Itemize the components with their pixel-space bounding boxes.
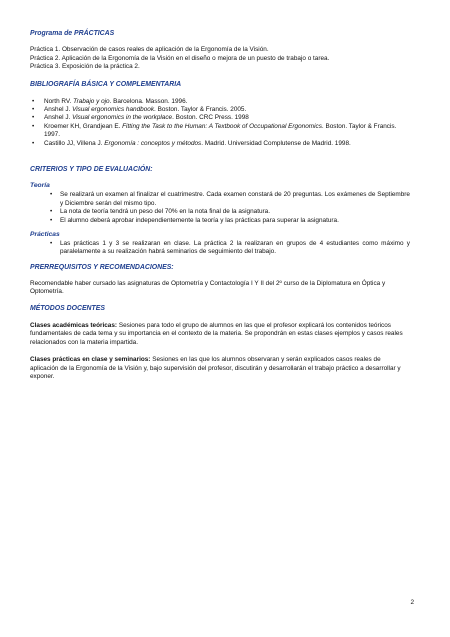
practicas-eval-list — [30, 240, 410, 257]
metodos-practicas — [30, 356, 410, 381]
page-number: 2 — [410, 599, 414, 606]
bib-item: • Castillo JJ, Villena J. Ergonomía : conceptos y métodos. Madrid. Universidad Complutense de Madrid. 1998. — [30, 140, 410, 148]
teoria-item: • La nota de teoría tendrá un peso del 70% en la nota final de la asignatura. — [30, 208, 410, 216]
criterios-heading: CRITERIOS Y TIPO DE EVALUACIÓN: — [30, 166, 153, 174]
bibliografia-list — [30, 98, 410, 149]
practicas-eval-item: • Las prácticas 1 y 3 se realizaran en clase. La práctica 2 la realizaran en grupos de 4 estudiantes como máximo y paralelamente a su realización habrá seminarios de seguimiento del trabajo. — [30, 240, 410, 257]
teoria-item: • Se realizará un examen al finalizar el cuatrimestre. Cada examen constará de 20 preguntas. Los exámenes de Septiembre y Diciembre serán del mismo tipo. — [30, 191, 410, 208]
prerrequisitos-text: Recomendable haber cursado las asignaturas de Optometría y Contactología I Y II del 2º curso de la Diplomatura en Óptica y Optometría. — [30, 279, 386, 296]
metodos-practicas-label: Clases prácticas en clase y seminarios: — [30, 356, 151, 364]
prerrequisitos-heading: PRERREQUISITOS Y RECOMENDACIONES: — [30, 263, 174, 271]
practicas-eval-heading: Prácticas — [30, 231, 60, 239]
metodos-teoricas-label: Clases académicas teóricas: — [30, 321, 118, 329]
practica-item: Práctica 1. Observación de casos reales de aplicación de la Ergonomía de la Visión. — [30, 46, 269, 54]
practicas-heading: Programa de PRÁCTICAS — [30, 30, 115, 37]
practicas-list — [30, 46, 410, 71]
practica-item: Práctica 2. Aplicación de la Ergonomía de la Visión en el diseño o mejora de un puesto de trabajo o tarea. — [30, 54, 330, 62]
bibliografia-heading: BIBLIOGRAFÍA BÁSICA Y COMPLEMENTARIA — [30, 81, 182, 89]
metodos-practicas-text: Sesiones en las que los alumnos observaran y serán explicados casos reales de aplicación de la Ergonomía de la Visión y, bajo supervisión del profesor, discutirán y desarrollarán el trabajo práctico a desarrollar y exponer. — [30, 356, 401, 381]
teoria-item: • El alumno deberá aprobar independientemente la teoría y las prácticas para superar la asignatura. — [30, 217, 410, 225]
bib-item: • Kroemer KH, Grandjean E. Fitting the Task to the Human: A Textbook of Occupational Ergonomics. Boston. Taylor & Francis. 1997. — [30, 123, 410, 140]
bib-item: • Anshel J. Visual ergonomics handbook. Boston. Taylor & Francis. 2005. — [30, 106, 410, 114]
teoria-list — [30, 191, 410, 225]
metodos-heading: MÉTODOS DOCENTES — [30, 304, 105, 312]
bib-item: • Anshel J. Visual ergonomics in the workplace. Boston. CRC Press. 1998 — [30, 114, 410, 122]
practica-item: Práctica 3. Exposición de la práctica 2. — [30, 63, 140, 71]
metodos-teoricas-text: Sesiones para todo el grupo de alumnos en las que el profesor explicará los contenidos teóricos fundamentales de cada tema y su importancia en el contexto de la materia. Se propondrán en estas clases ejemplos y casos reales relacionados con la materia impartida. — [30, 321, 403, 346]
metodos-teoricas — [30, 322, 410, 347]
bib-item: • North RV. Trabajo y ojo. Barcelona. Masson. 1996. — [30, 98, 410, 106]
teoria-heading: Teoría — [30, 182, 50, 190]
